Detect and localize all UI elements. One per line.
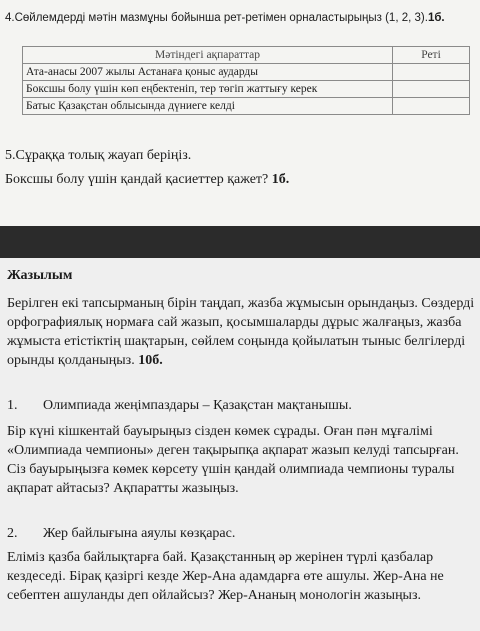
writing-instructions (7, 294, 475, 370)
task-2-title-text: Жер байлығына аяулы көзқарас. (43, 526, 236, 541)
question-4-text: 4.Сөйлемдерді мәтін мазмұны бойынша рет-ретімен орналастырыңыз (1, 2, 3). (5, 12, 428, 24)
table-row (23, 81, 470, 98)
task-1-number: 1. (7, 398, 18, 413)
table-cell-order[interactable] (393, 98, 470, 115)
table-cell-info: Ата-анасы 2007 жылы Астанаға қоныс аударды (23, 64, 393, 81)
table-cell-info: Батыс Қазақстан облысында дүниеге келді (23, 98, 393, 115)
task-1-text: Бір күні кішкентай бауырыңыз сізден көмек сұрады. Оған пән мұғалімі «Олимпиада чемпионы» деген тақырыпқа ақпарат жазып келуді тапсырған. Сіз бауырыңызға көмек көрсету үшін қандай олимпиада чемпионы туралы ақпарат айтасыз? Ақпаратты жазыңыз. (7, 424, 459, 496)
task-2-number: 2. (7, 526, 18, 541)
task-1-title-text: Олимпиада жеңімпаздары – Қазақстан мақтанышы. (43, 398, 352, 413)
task-1-title (7, 398, 352, 414)
writing-points: 10б. (138, 353, 163, 368)
question-5-title: 5.Сұраққа толық жауап беріңіз. (5, 148, 192, 163)
table-header-info: Мәтіндегі ақпараттар (23, 47, 393, 64)
writing-instructions-text: Берілген екі тапсырманың бірін таңдап, жазба жұмысын орындаңыз. Сөздерді орфографиялық нормаға сай жазып, қосымшаларды дұрыс жалғаңыз, жазба жұмыста етістіктің шақтарын, сөйлем соңында қойылатын тыныс белгілерді орынды қолданыңыз. (7, 296, 475, 368)
table-cell-order[interactable] (393, 81, 470, 98)
question-5 (5, 172, 289, 188)
question-4 (5, 12, 445, 24)
task-2-text: Еліміз қазба байлықтарға бай. Қазақстанның әр жерінен түрлі қазбалар кездеседі. Бірақ қазіргі кезде Жер-Ана адамдарға өте ашулы. Жер-Ана не себептен ашуланды деп ойлайсыз? Жер-Ананың монологін жазыңыз. (7, 550, 444, 603)
question-5-text: Боксшы болу үшін қандай қасиеттер қажет? (5, 172, 269, 187)
writing-heading: Жазылым (7, 268, 73, 283)
order-table (22, 46, 470, 115)
table-row (23, 98, 470, 115)
question-5-points: 1б. (271, 172, 290, 187)
table-header-order: Реті (393, 47, 470, 64)
question-4-points: 1б. (427, 12, 445, 24)
table-header-row (23, 47, 470, 64)
dark-divider (0, 226, 480, 258)
table-cell-info: Боксшы болу үшін көп еңбектеніп, тер төгіп жаттығу керек (23, 81, 393, 98)
task-2-title (7, 526, 235, 542)
table-cell-order[interactable] (393, 64, 470, 81)
table-row (23, 64, 470, 81)
